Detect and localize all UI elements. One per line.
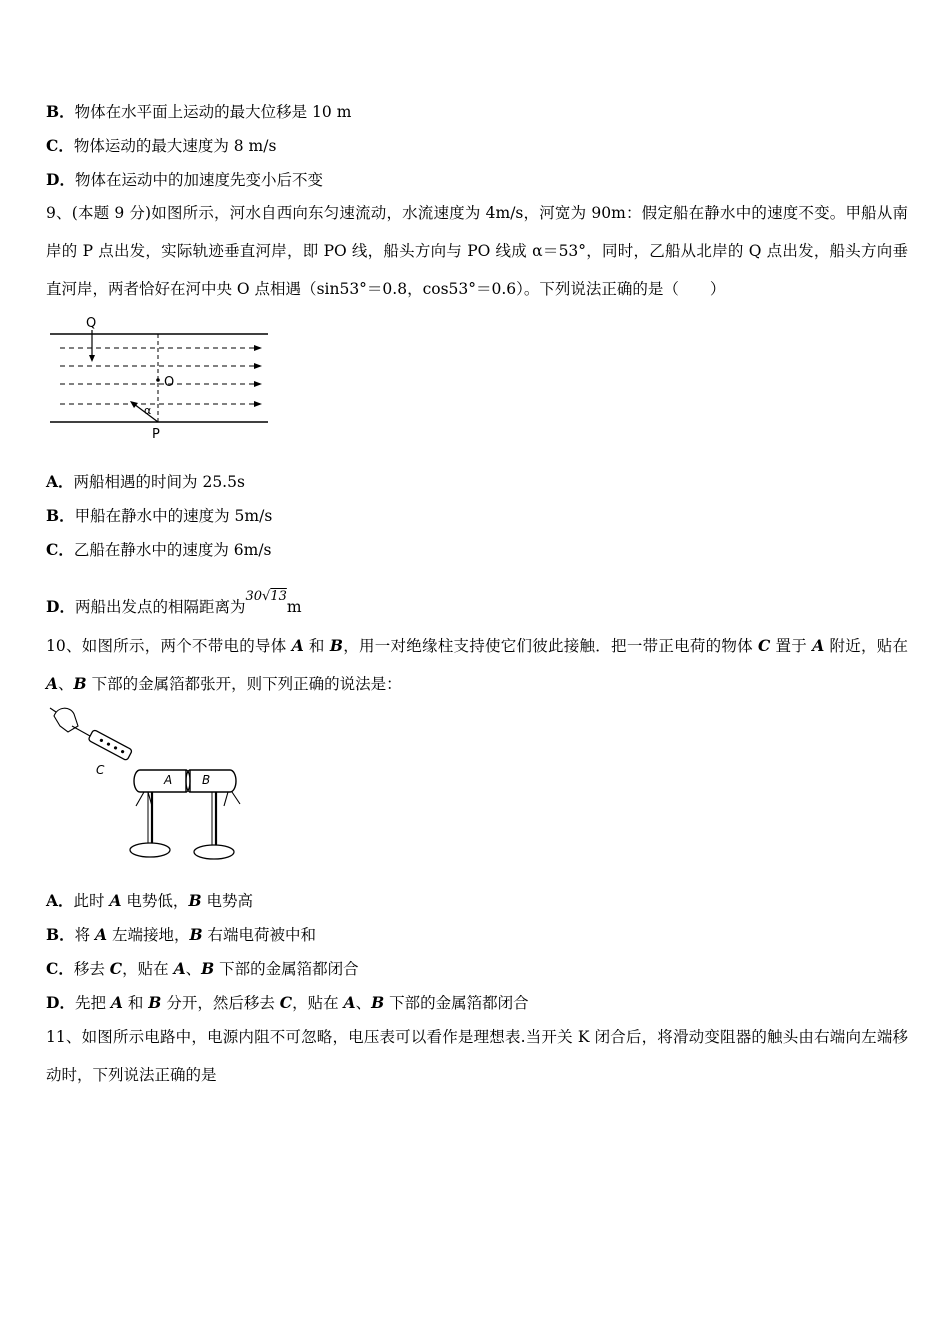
var-a: A — [95, 925, 108, 944]
var-a: A — [46, 674, 59, 693]
conductor-a — [134, 770, 186, 792]
option-label: B． — [46, 506, 75, 525]
option-text: 将 — [74, 926, 96, 944]
conductor-diagram — [46, 702, 256, 867]
option-label: D． — [46, 170, 75, 189]
option-text: ，贴在 — [122, 960, 174, 978]
var-c: C — [279, 993, 293, 1012]
var-b: B — [188, 891, 202, 910]
q9-option-b — [46, 506, 272, 526]
question-9-stem: 9、(本题 9 分)如图所示，河水自西向东匀速流动，水流速度为 4m/s，河宽为 90m：假定船在静水中的速度不变。甲船从南岸的 P 点出发，实际轨迹垂直河岸，即 PO 线，船头方向与 PO 线成 α＝53°，同时，乙船从北岸的 Q 点出发，船头方向垂直河岸，两者恰好在河中央 O 点相遇（sin53°＝0.8，cos53°＝0.6）。下列说法正确的是（ ） — [46, 204, 908, 298]
stem-text: 10、如图所示，两个不带电的导体 — [46, 637, 292, 655]
option-text: 物体运动的最大速度为 8 m/s — [73, 137, 277, 155]
var-a: A — [110, 993, 123, 1012]
question-10-stem — [46, 627, 908, 703]
label-a: A — [164, 773, 173, 787]
stem-text: 和 — [303, 637, 330, 655]
var-b: B — [371, 993, 385, 1012]
var-a: A — [343, 993, 356, 1012]
var-a: A — [812, 636, 825, 655]
var-b: B — [73, 674, 87, 693]
point-o — [156, 378, 160, 382]
stem-text: 置于 — [770, 637, 813, 655]
option-text: 下部的金属箔都闭合 — [214, 960, 359, 978]
option-text: ，贴在 — [292, 994, 344, 1012]
q9-option-a — [46, 472, 245, 492]
option-label: C． — [46, 959, 74, 978]
var-a: A — [173, 959, 186, 978]
sqrt-radicand: 13 — [270, 589, 287, 604]
q10-option-d — [46, 993, 529, 1013]
option-label: B． — [46, 925, 75, 944]
option-label: D． — [46, 993, 75, 1012]
option-text: 左端接地， — [107, 926, 190, 944]
option-text: 分开，然后移去 — [161, 994, 280, 1012]
option-text: 两船相遇的时间为 25.5s — [73, 473, 245, 491]
var-b: B — [148, 993, 162, 1012]
option-label: C． — [46, 136, 74, 155]
foil-b — [224, 792, 240, 806]
base-right — [194, 845, 234, 859]
var-b: B — [189, 925, 203, 944]
foil-a — [136, 792, 152, 806]
option-text: 移去 — [73, 960, 110, 978]
option-text: 、 — [185, 960, 202, 978]
var-a: A — [109, 891, 122, 910]
option-label: A． — [46, 472, 74, 491]
option-label: C． — [46, 540, 74, 559]
option-text: 甲船在静水中的速度为 5m/s — [74, 507, 273, 525]
unit: m — [286, 598, 302, 616]
option-text: 先把 — [74, 994, 111, 1012]
label-b: B — [202, 773, 211, 787]
label-o: O — [164, 375, 175, 390]
option-text: 乙船在静水中的速度为 6m/s — [73, 541, 272, 559]
var-b: B — [201, 959, 215, 978]
var-c: C — [758, 636, 771, 655]
river-figure — [46, 312, 276, 444]
conductor-figure — [46, 702, 256, 867]
var-b: B — [329, 636, 343, 655]
var-a: A — [291, 636, 304, 655]
stem-text: 下部的金属箔都张开，则下列正确的说法是： — [86, 675, 402, 693]
label-q: Q — [86, 316, 97, 331]
option-text: 、 — [355, 994, 372, 1012]
label-p: P — [152, 427, 160, 442]
option-text: 此时 — [73, 892, 110, 910]
option-text: 电势高 — [201, 892, 253, 910]
q9-option-c — [46, 540, 272, 560]
hand-shape — [54, 708, 78, 732]
option-c — [46, 136, 276, 156]
option-b — [46, 102, 351, 122]
option-text: 物体在运动中的加速度先变小后不变 — [74, 171, 323, 189]
charged-rod-c — [88, 729, 132, 760]
stem-text: 附近，贴在 — [824, 637, 908, 655]
option-label: D． — [46, 597, 75, 616]
q10-option-b — [46, 925, 316, 945]
flow-arrowheads — [254, 345, 262, 407]
option-label: B． — [46, 102, 75, 121]
conductor-b — [190, 770, 236, 792]
sqrt-coef: 30 — [245, 589, 263, 604]
q9-option-d — [46, 587, 302, 617]
option-d — [46, 170, 323, 190]
q10-option-a — [46, 891, 253, 911]
option-text: 下部的金属箔都闭合 — [384, 994, 529, 1012]
option-text: 右端电荷被中和 — [202, 926, 317, 944]
sqrt-expression: 30√13 — [245, 589, 287, 604]
river-diagram — [46, 312, 276, 444]
option-text: 两船出发点的相隔距离为 — [74, 598, 246, 616]
option-text: 物体在水平面上运动的最大位移是 10 m — [74, 103, 352, 121]
q10-option-c — [46, 959, 359, 979]
question-11-stem: 11、如图所示电路中，电源内阻不可忽略，电压表可以看作是理想表.当开关 K 闭合后，将滑动变阻器的触头由右端向左端移动时，下列说法正确的是 — [46, 1028, 908, 1084]
stem-text: 、 — [58, 675, 74, 693]
option-label: A． — [46, 891, 74, 910]
var-c: C — [109, 959, 123, 978]
label-c: C — [96, 763, 105, 777]
label-alpha: α — [144, 404, 152, 417]
stem-text: ，用一对绝缘柱支持使它们彼此接触．把一带正电荷的物体 — [342, 637, 759, 655]
base-left — [130, 843, 170, 857]
option-text: 和 — [122, 994, 149, 1012]
option-text: 电势低， — [121, 892, 189, 910]
